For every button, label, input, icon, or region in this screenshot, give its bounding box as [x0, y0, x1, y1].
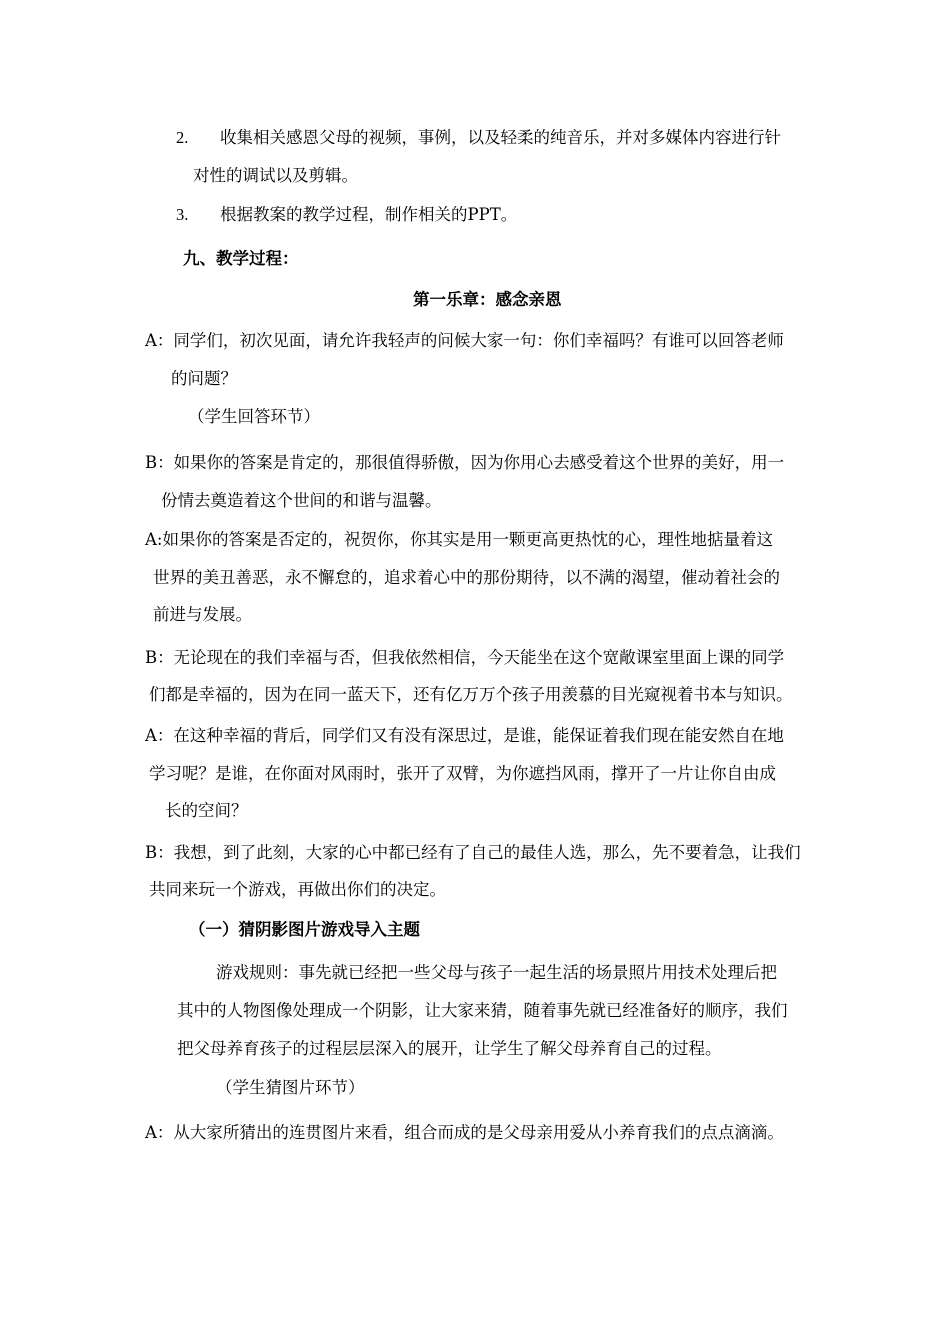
chapter-title: 第一乐章：感念亲恩 — [413, 290, 562, 309]
dialogue-line: A:如果你的答案是否定的，祝贺你，你其实是用一颗更高更热忱的心，理性地掂量着这 — [145, 530, 773, 549]
dialogue-line: B：无论现在的我们幸福与否，但我依然相信，今天能坐在这个宽敞课室里面上课的同学 — [145, 648, 785, 667]
dialogue-line: 的问题？ — [171, 369, 237, 388]
list-item-number: 2. — [176, 128, 189, 147]
dialogue-line: 份情去奠造着这个世间的和谐与温馨。 — [161, 491, 442, 510]
stage-direction: （学生回答环节） — [188, 407, 320, 426]
subsection-heading: （一）猜阴影图片游戏导入主题 — [189, 920, 420, 939]
dialogue-line: A：从大家所猜出的连贯图片来看，组合而成的是父母亲用爱从小养育我们的点点滴滴。 — [145, 1123, 784, 1142]
dialogue-line: 们都是幸福的，因为在同一蓝天下，还有亿万万个孩子用羡慕的目光窥视着书本与知识。 — [149, 685, 793, 704]
dialogue-line: 共同来玩一个游戏，再做出你们的决定。 — [149, 880, 446, 899]
dialogue-line: A：同学们，初次见面，请允许我轻声的问候大家一句：你们幸福吗？有谁可以回答老师 — [145, 331, 784, 350]
list-item-number: 3. — [176, 205, 189, 224]
dialogue-line: B：我想，到了此刻，大家的心中都已经有了自己的最佳人选，那么，先不要着急，让我们 — [145, 843, 801, 862]
dialogue-line: 前进与发展。 — [153, 605, 252, 624]
stage-direction: （学生猜图片环节） — [216, 1078, 365, 1097]
list-item-text-continued: 对性的调试以及剪辑。 — [193, 166, 358, 185]
game-rules-line: 游戏规则：事先就已经把一些父母与孩子一起生活的场景照片用技术处理后把 — [216, 963, 777, 982]
section-heading: 九、教学过程： — [183, 249, 299, 268]
dialogue-line: A：在这种幸福的背后，同学们又有没有深思过，是谁，能保证着我们现在能安然自在地 — [145, 726, 784, 745]
dialogue-line: 长的空间？ — [165, 801, 248, 820]
dialogue-line: 学习呢？是谁，在你面对风雨时，张开了双臂，为你遮挡风雨，撑开了一片让你自由成 — [149, 764, 776, 783]
list-item-text: 根据教案的教学过程，制作相关的PPT。 — [220, 205, 518, 224]
game-rules-line: 把父母养育孩子的过程层层深入的展开，让学生了解父母养育自己的过程。 — [177, 1039, 722, 1058]
dialogue-line: 世界的美丑善恶，永不懈怠的，追求着心中的那份期待，以不满的渴望，催动着社会的 — [153, 568, 780, 587]
game-rules-line: 其中的人物图像处理成一个阴影，让大家来猜，随着事先就已经准备好的顺序，我们 — [177, 1001, 788, 1020]
dialogue-line: B：如果你的答案是肯定的，那很值得骄傲，因为你用心去感受着这个世界的美好，用一 — [145, 453, 785, 472]
list-item-text: 收集相关感恩父母的视频，事例，以及轻柔的纯音乐，并对多媒体内容进行针 — [220, 128, 781, 147]
